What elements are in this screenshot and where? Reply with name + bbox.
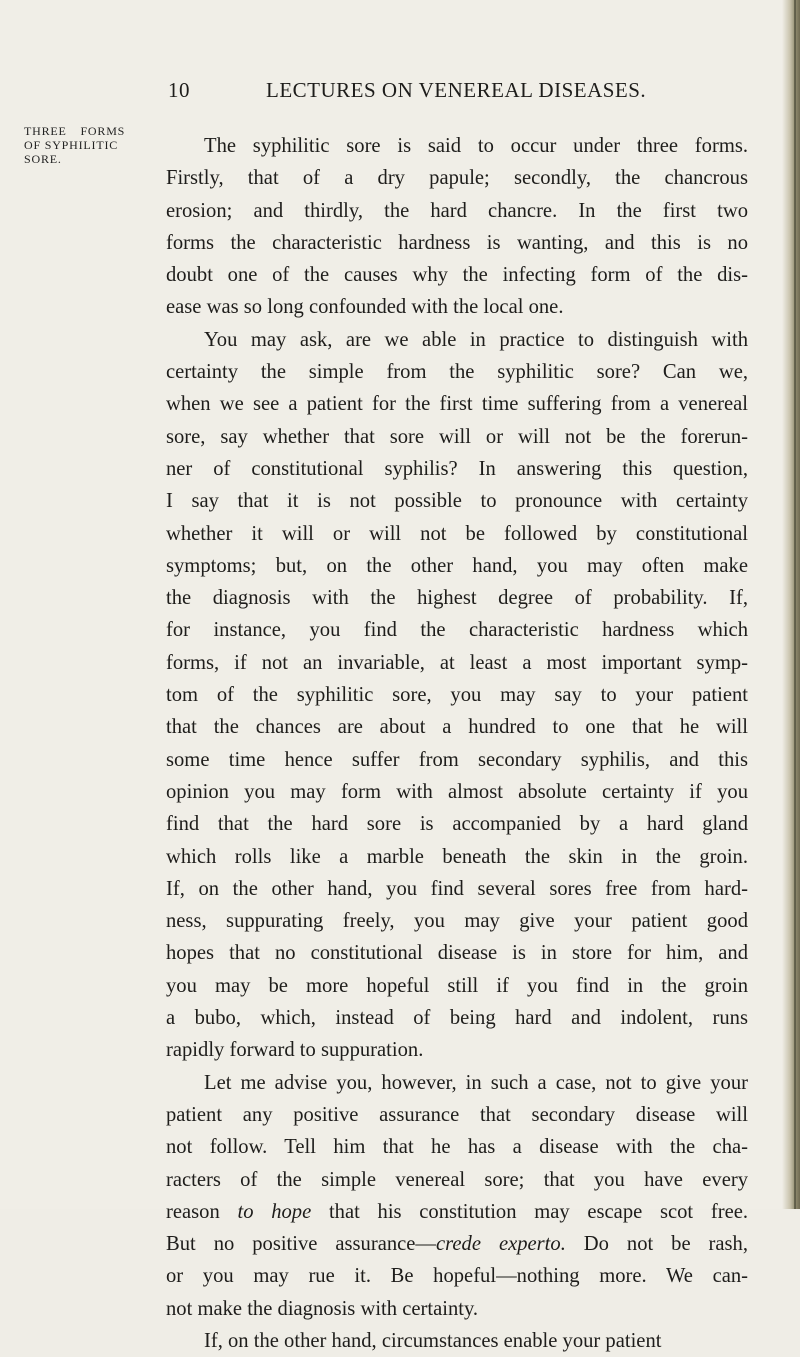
text-line: for instance, you find the characteristic hardness which <box>166 619 748 642</box>
emphasis-text: to hope <box>237 1200 312 1223</box>
text-line: ness, suppurating freely, you may give your patient good <box>166 910 748 933</box>
text-run: But no positive assurance— <box>166 1233 437 1256</box>
margin-note <box>24 124 124 166</box>
text-line: sore, say whether that sore will or will not be the forerun- <box>166 425 748 448</box>
text-line: If, on the other hand, you find several sores free from hard- <box>166 877 748 900</box>
text-line: certainty the simple from the syphilitic sore? Can we, <box>166 361 748 384</box>
text-line: forms the characteristic hardness is wanting, and this is no <box>166 231 748 254</box>
text-line: doubt one of the causes why the infecting form of the dis- <box>166 264 748 287</box>
page-header <box>168 78 647 102</box>
text-line <box>166 1196 748 1228</box>
text-run: reason <box>166 1200 238 1223</box>
text-line <box>166 1228 748 1260</box>
text-run: Do not be rash, <box>565 1233 748 1256</box>
emphasis-text: crede experto. <box>436 1233 566 1256</box>
text-run: that his constitution may escape scot free. <box>311 1200 748 1223</box>
page-edge-line <box>794 0 796 1209</box>
text-line: I say that it is not possible to pronounce with certainty <box>166 490 748 513</box>
text-line: ner of constitutional syphilis? In answering this question, <box>166 457 748 480</box>
text-line: forms, if not an invariable, at least a most important symp- <box>166 651 748 674</box>
text-line: not follow. Tell him that he has a disease with the cha- <box>166 1136 748 1159</box>
text-line: whether it will or will not be followed by constitutional <box>166 522 748 545</box>
text-line: or you may rue it. Be hopeful—nothing more. We can- <box>166 1265 748 1288</box>
margin-note-line: THREE FORMS <box>24 124 126 138</box>
text-line: not make the diagnosis with certainty. <box>166 1297 479 1320</box>
text-line: If, on the other hand, circumstances enable your patient <box>204 1329 662 1352</box>
text-line: symptoms; but, on the other hand, you may often make <box>166 554 748 577</box>
text-line: Firstly, that of a dry papule; secondly, the chancrous <box>166 167 748 190</box>
text-line: find that the hard sore is accompanied by a hard gland <box>166 813 748 836</box>
text-line: you may be more hopeful still if you find in the groin <box>166 974 748 997</box>
text-line: rapidly forward to suppuration. <box>166 1039 424 1062</box>
body-text <box>166 130 748 1357</box>
text-line: hopes that no constitutional disease is in store for him, and <box>166 942 748 965</box>
text-line: the diagnosis with the highest degree of probability. If, <box>166 587 748 610</box>
text-line: which rolls like a marble beneath the skin in the groin. <box>166 845 748 868</box>
text-line: racters of the simple venereal sore; that you have every <box>166 1168 748 1191</box>
text-line: tom of the syphilitic sore, you may say to your patient <box>166 684 748 707</box>
page-edge-shadow <box>782 0 800 1209</box>
text-line: ease was so long confounded with the local one. <box>166 296 564 319</box>
text-line: a bubo, which, instead of being hard and indolent, runs <box>166 1007 748 1030</box>
text-line: You may ask, are we able in practice to distinguish with <box>204 328 748 351</box>
text-line: Let me advise you, however, in such a case, not to give your <box>204 1071 748 1094</box>
text-line: when we see a patient for the first time suffering from a venereal <box>166 393 748 416</box>
margin-note-line: SORE. <box>24 152 62 166</box>
text-line: The syphilitic sore is said to occur under three forms. <box>204 135 748 157</box>
running-head: LECTURES ON VENEREAL DISEASES. <box>266 78 647 102</box>
text-line: opinion you may form with almost absolute certainty if you <box>166 780 748 803</box>
text-line: erosion; and thirdly, the hard chancre. In the first two <box>166 199 748 222</box>
text-line: some time hence suffer from secondary syphilis, and this <box>166 748 748 771</box>
page-number: 10 <box>168 78 190 102</box>
text-line: patient any positive assurance that secondary disease will <box>166 1103 748 1126</box>
margin-note-line: OF SYPHILITIC <box>24 138 119 152</box>
text-line: that the chances are about a hundred to one that he will <box>166 716 748 739</box>
